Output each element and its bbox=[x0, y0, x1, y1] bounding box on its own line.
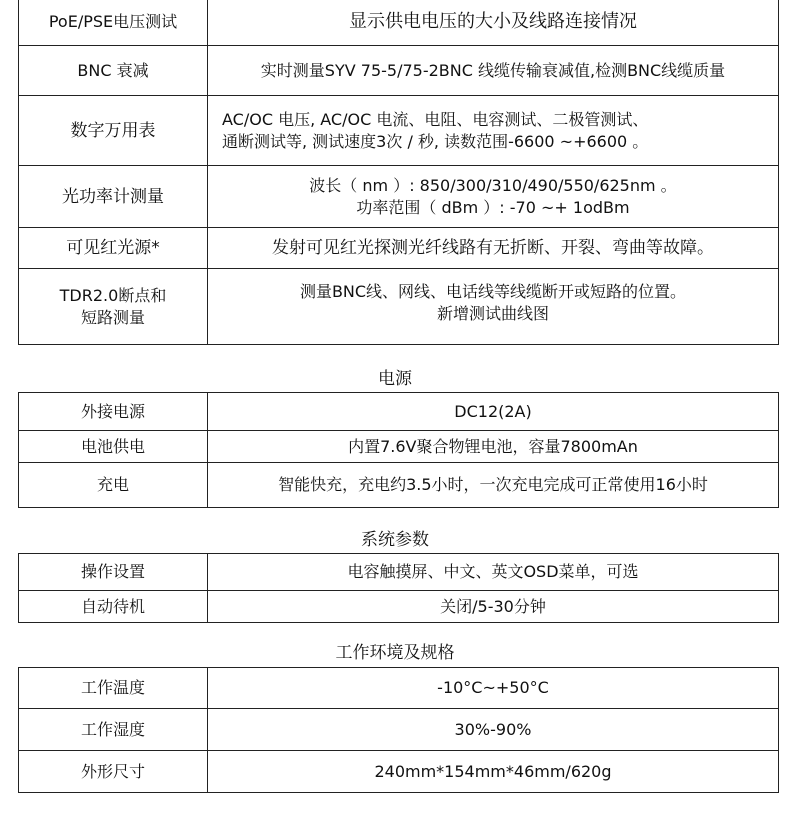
name-line: 短路测量 bbox=[80, 307, 145, 327]
table-row bbox=[19, 46, 779, 96]
desc-line: 通断测试等, 测试速度3次 / 秒, 读数范围-6600 ~+6600 。 bbox=[222, 131, 649, 151]
table-row bbox=[19, 166, 779, 228]
table-row bbox=[19, 393, 779, 431]
desc-line: 功率范围（ dBm ）: -70 ~+ 1odBm bbox=[356, 197, 630, 217]
table-row bbox=[19, 668, 779, 709]
desc-line: 波长（ nm ）: 850/300/310/490/550/625nm 。 bbox=[309, 175, 677, 195]
spec-name: 操作设置 bbox=[19, 554, 208, 591]
spec-value: 智能快充，充电约3.5小时，一次充电完成可正常使用16小时 bbox=[208, 463, 779, 508]
system-table bbox=[18, 553, 779, 623]
spec-value: 电容触摸屏、中文、英文OSD菜单，可选 bbox=[208, 554, 779, 591]
feature-name: 可见红光源* bbox=[19, 228, 208, 269]
power-table bbox=[18, 392, 779, 508]
feature-desc bbox=[208, 269, 779, 345]
table-row bbox=[19, 554, 779, 591]
spec-value: DC12(2A) bbox=[208, 393, 779, 431]
section-title-power: 电源 bbox=[378, 369, 412, 389]
table-row bbox=[19, 228, 779, 269]
spec-name: 充电 bbox=[19, 463, 208, 508]
table-row bbox=[19, 96, 779, 166]
feature-desc bbox=[208, 166, 779, 228]
feature-desc: 发射可见红光探测光纤线路有无折断、开裂、弯曲等故障。 bbox=[208, 228, 779, 269]
name-line: TDR2.0断点和 bbox=[59, 285, 167, 305]
section-title-system: 系统参数 bbox=[361, 530, 429, 550]
spec-value: -10°C~+50°C bbox=[208, 668, 779, 709]
table-row bbox=[19, 431, 779, 463]
section-title-env: 工作环境及规格 bbox=[335, 643, 455, 663]
table-row bbox=[19, 269, 779, 345]
table-row bbox=[19, 463, 779, 508]
spec-value: 内置7.6V聚合物锂电池，容量7800mAn bbox=[208, 431, 779, 463]
feature-desc bbox=[208, 96, 779, 166]
feature-name: 光功率计测量 bbox=[19, 166, 208, 228]
spec-name: 电池供电 bbox=[19, 431, 208, 463]
spec-name: 外接电源 bbox=[19, 393, 208, 431]
feature-desc: 实时测量SYV 75-5/75-2BNC 线缆传输衰减值,检测BNC线缆质量 bbox=[208, 46, 779, 96]
spec-name: 自动待机 bbox=[19, 591, 208, 623]
table-row bbox=[19, 751, 779, 793]
table-row bbox=[19, 591, 779, 623]
feature-name: PoE/PSE电压测试 bbox=[19, 0, 208, 46]
table-row bbox=[19, 0, 779, 46]
feature-desc: 显示供电电压的大小及线路连接情况 bbox=[208, 0, 779, 46]
feature-name bbox=[19, 269, 208, 345]
spec-name: 外形尺寸 bbox=[19, 751, 208, 793]
desc-line: AC/OC 电压, AC/OC 电流、电阻、电容测试、二极管测试、 bbox=[222, 109, 649, 129]
env-table bbox=[18, 667, 779, 793]
spec-name: 工作温度 bbox=[19, 668, 208, 709]
table-row bbox=[19, 709, 779, 751]
desc-line: 测量BNC线、网线、电话线等线缆断开或短路的位置。 bbox=[299, 282, 687, 301]
features-table bbox=[18, 0, 779, 345]
feature-name: BNC 衰减 bbox=[19, 46, 208, 96]
feature-name: 数字万用表 bbox=[19, 96, 208, 166]
spec-value: 30%-90% bbox=[208, 709, 779, 751]
spec-value: 关闭/5-30分钟 bbox=[208, 591, 779, 623]
spec-name: 工作湿度 bbox=[19, 709, 208, 751]
desc-line: 新增测试曲线图 bbox=[436, 304, 549, 323]
spec-value: 240mm*154mm*46mm/620g bbox=[208, 751, 779, 793]
